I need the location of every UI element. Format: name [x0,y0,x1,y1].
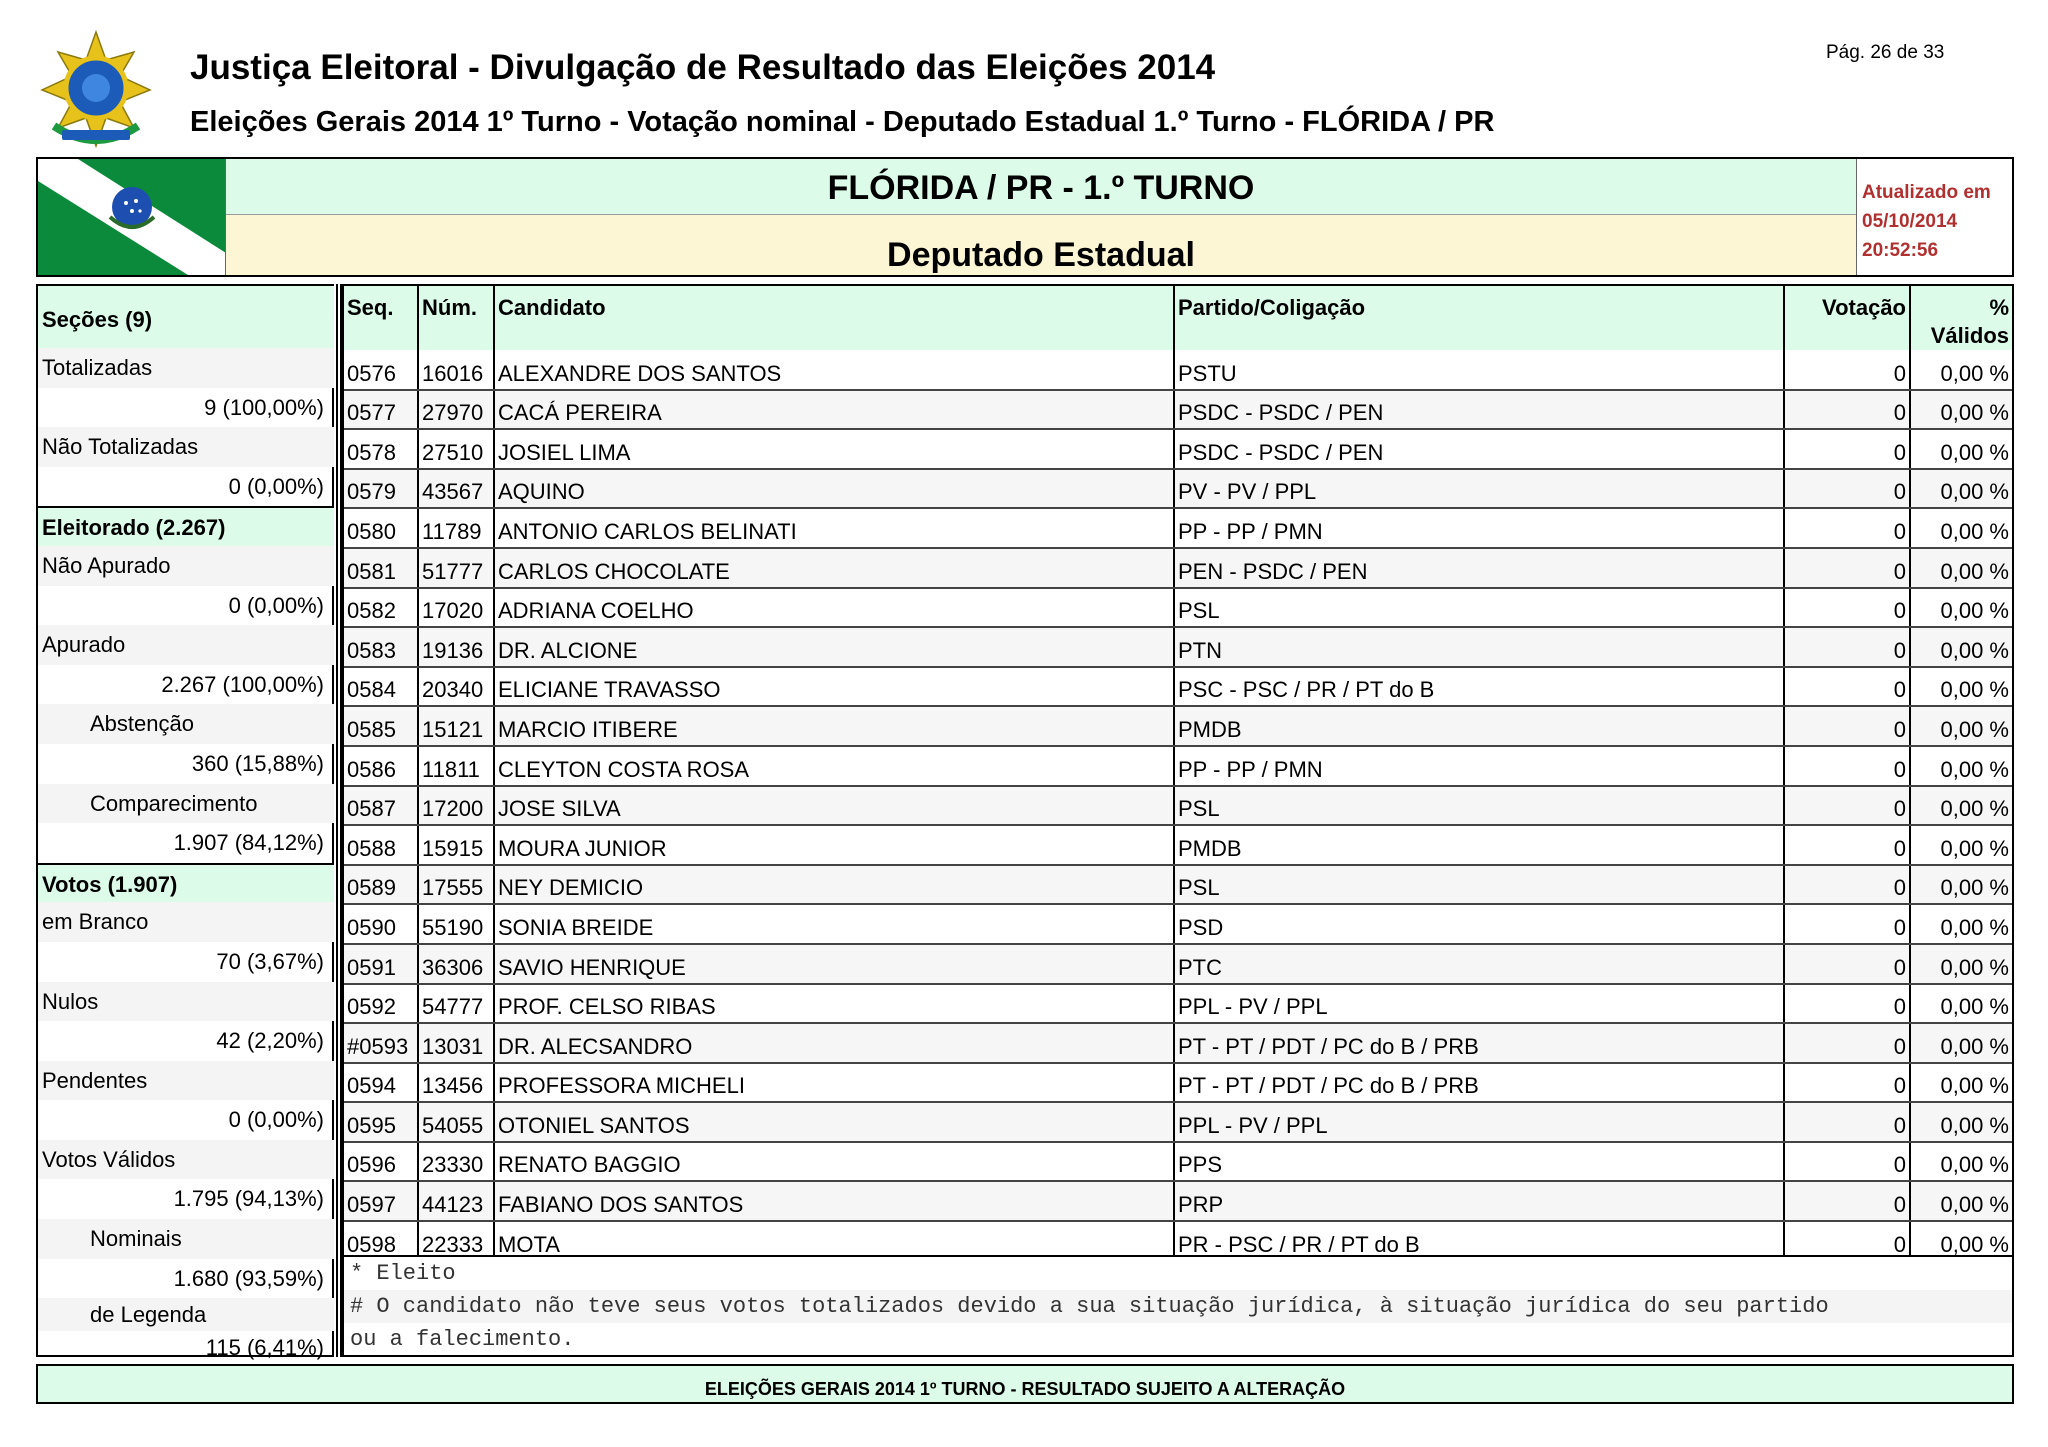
table-row [344,1142,2012,1182]
cell-num: 11789 [418,508,494,548]
nulos-label: Nulos [38,982,334,1022]
cell-party: PPL - PV / PPL [1174,984,1784,1024]
cell-votes: 0 [1784,627,1910,667]
totalizadas-value: 9 (100,00%) [204,394,324,420]
cell-num: 17200 [418,786,494,826]
secoes-heading: Seções (9) [38,286,334,348]
cell-votes: 0 [1784,1142,1910,1182]
cell-party: PT - PT / PDT / PC do B / PRB [1174,1063,1784,1103]
validos-value: 1.795 (94,13%) [173,1186,324,1212]
cell-num: 22333 [418,1221,494,1257]
cell-party: PP - PP / PMN [1174,746,1784,786]
cell-votes: 0 [1784,944,1910,984]
cell-pct: 0,00 % [1910,786,2012,826]
banner-divider [1856,159,1857,275]
apurado-value: 2.267 (100,00%) [161,671,324,697]
cell-party: PTC [1174,944,1784,984]
cell-pct: 0,00 % [1910,588,2012,628]
cell-seq: 0595 [344,1102,418,1142]
cell-votes: 0 [1784,984,1910,1024]
updated-timestamp [1862,178,1991,265]
table-row [344,865,2012,905]
col-votacao-header: Votação [1784,286,1910,350]
cell-pct: 0,00 % [1910,1221,2012,1257]
brazil-coat-of-arms-icon [34,30,158,150]
cell-num: 36306 [418,944,494,984]
cell-candidate: NEY DEMICIO [494,865,1174,905]
cell-votes: 0 [1784,1181,1910,1221]
nao-apurado-value: 0 (0,00%) [228,592,324,618]
cell-party: PSTU [1174,350,1784,390]
table-row [344,825,2012,865]
cell-seq: 0586 [344,746,418,786]
cell-pct: 0,00 % [1910,508,2012,548]
cell-num: 17555 [418,865,494,905]
cell-party: PMDB [1174,825,1784,865]
table-header-row [344,286,2012,350]
comparecimento-value: 1.907 (84,12%) [173,830,324,856]
cell-party: PV - PV / PPL [1174,469,1784,509]
cell-candidate: PROF. CELSO RIBAS [494,984,1174,1024]
cell-num: 11811 [418,746,494,786]
note-eleito: * Eleito [350,1261,456,1286]
summary-list [38,286,334,1364]
cell-num: 15121 [418,706,494,746]
cell-party: PSDC - PSDC / PEN [1174,429,1784,469]
cell-pct: 0,00 % [1910,825,2012,865]
cell-pct: 0,00 % [1910,390,2012,430]
cell-pct: 0,00 % [1910,1102,2012,1142]
cell-pct: 0,00 % [1910,865,2012,905]
cell-votes: 0 [1784,706,1910,746]
cell-pct: 0,00 % [1910,627,2012,667]
cell-votes: 0 [1784,469,1910,509]
cell-seq: 0580 [344,508,418,548]
col-partido-header: Partido/Coligação [1174,286,1784,350]
cell-votes: 0 [1784,786,1910,826]
cell-pct: 0,00 % [1910,904,2012,944]
table-row [344,1181,2012,1221]
nominais-value: 1.680 (93,59%) [173,1265,324,1291]
comparecimento-label: Comparecimento [38,784,334,824]
legenda-label: de Legenda [38,1298,334,1331]
cell-num: 15915 [418,825,494,865]
abstencao-label: Abstenção [38,704,334,744]
votos-heading: Votos (1.907) [38,863,334,903]
table-row [344,1023,2012,1063]
cell-votes: 0 [1784,508,1910,548]
table-row [344,984,2012,1024]
cell-votes: 0 [1784,1023,1910,1063]
cell-pct: 0,00 % [1910,944,2012,984]
nao-totalizadas-label: Não Totalizadas [38,427,334,467]
col-pct-header [1910,286,2012,350]
table-row [344,706,2012,746]
table-row [344,904,2012,944]
branco-label: em Branco [38,902,334,942]
table-row [344,548,2012,588]
cell-candidate: RENATO BAGGIO [494,1142,1174,1182]
cell-pct: 0,00 % [1910,706,2012,746]
cell-votes: 0 [1784,588,1910,628]
cell-candidate: DR. ALCIONE [494,627,1174,667]
cell-candidate: ANTONIO CARLOS BELINATI [494,508,1174,548]
cell-seq: 0594 [344,1063,418,1103]
table-row [344,1102,2012,1142]
table-row [344,786,2012,826]
cell-seq: 0579 [344,469,418,509]
cell-seq: 0584 [344,667,418,707]
cell-seq: 0598 [344,1221,418,1257]
nominais-label: Nominais [38,1219,334,1259]
cell-party: PSL [1174,865,1784,905]
cell-pct: 0,00 % [1910,667,2012,707]
table-row [344,627,2012,667]
cell-seq: 0597 [344,1181,418,1221]
cell-party: PR - PSC / PR / PT do B [1174,1221,1784,1257]
cell-party: PSL [1174,588,1784,628]
cell-candidate: SONIA BREIDE [494,904,1174,944]
page-number: Pág. 26 de 33 [1826,42,1945,63]
apurado-label: Apurado [38,625,334,665]
cell-pct: 0,00 % [1910,548,2012,588]
note-situacao-juridica-cont: ou a falecimento. [350,1327,575,1352]
table-row [344,350,2012,390]
table-row [344,667,2012,707]
cell-pct: 0,00 % [1910,746,2012,786]
totalizadas-label: Totalizadas [38,348,334,388]
cell-seq: 0577 [344,390,418,430]
cell-num: 17020 [418,588,494,628]
footer-disclaimer: ELEIÇÕES GERAIS 2014 1º TURNO - RESULTADO SUJEITO A ALTERAÇÃO [36,1364,2014,1404]
cell-candidate: MARCIO ITIBERE [494,706,1174,746]
cell-num: 13031 [418,1023,494,1063]
cell-num: 51777 [418,548,494,588]
cell-candidate: ADRIANA COELHO [494,588,1174,628]
cell-candidate: ALEXANDRE DOS SANTOS [494,350,1174,390]
cell-votes: 0 [1784,1221,1910,1257]
cell-seq: 0587 [344,786,418,826]
cell-pct: 0,00 % [1910,1142,2012,1182]
cell-candidate: JOSIEL LIMA [494,429,1174,469]
cell-votes: 0 [1784,548,1910,588]
cell-party: PPS [1174,1142,1784,1182]
cell-party: PT - PT / PDT / PC do B / PRB [1174,1023,1784,1063]
cell-candidate: JOSE SILVA [494,786,1174,826]
cell-num: 44123 [418,1181,494,1221]
cell-votes: 0 [1784,390,1910,430]
banner-office: Deputado Estadual [226,215,1856,275]
cell-seq: 0588 [344,825,418,865]
cell-party: PP - PP / PMN [1174,508,1784,548]
col-candidato-header: Candidato [494,286,1174,350]
cell-pct: 0,00 % [1910,469,2012,509]
col-pct-symbol: % [1989,295,2009,320]
col-pct-validos: Válidos [1930,323,2009,348]
cell-pct: 0,00 % [1910,1023,2012,1063]
candidates-table [344,286,2012,1257]
cell-num: 27510 [418,429,494,469]
updated-label: Atualizado em [1862,182,1991,203]
table-row [344,944,2012,984]
cell-party: PPL - PV / PPL [1174,1102,1784,1142]
cell-num: 23330 [418,1142,494,1182]
cell-pct: 0,00 % [1910,1181,2012,1221]
cell-num: 54055 [418,1102,494,1142]
candidates-table-body [344,350,2012,1257]
cell-seq: 0582 [344,588,418,628]
cell-seq: 0590 [344,904,418,944]
cell-party: PTN [1174,627,1784,667]
cell-seq: 0576 [344,350,418,390]
candidates-table-container [342,284,2014,1257]
cell-candidate: MOTA [494,1221,1174,1257]
cell-seq: 0583 [344,627,418,667]
cell-seq: 0589 [344,865,418,905]
cell-votes: 0 [1784,825,1910,865]
cell-candidate: SAVIO HENRIQUE [494,944,1174,984]
table-row [344,1221,2012,1257]
cell-num: 54777 [418,984,494,1024]
cell-party: PSDC - PSDC / PEN [1174,390,1784,430]
cell-seq: #0593 [344,1023,418,1063]
cell-pct: 0,00 % [1910,1063,2012,1103]
table-row [344,1063,2012,1103]
nulos-value: 42 (2,20%) [216,1028,324,1054]
cell-party: PRP [1174,1181,1784,1221]
eleitorado-heading: Eleitorado (2.267) [38,506,334,546]
cell-num: 19136 [418,627,494,667]
cell-num: 55190 [418,904,494,944]
cell-candidate: CLEYTON COSTA ROSA [494,746,1174,786]
cell-votes: 0 [1784,1102,1910,1142]
cell-candidate: PROFESSORA MICHELI [494,1063,1174,1103]
cell-pct: 0,00 % [1910,429,2012,469]
cell-num: 43567 [418,469,494,509]
cell-num: 20340 [418,667,494,707]
col-seq-header: Seq. [344,286,418,350]
cell-party: PSD [1174,904,1784,944]
banner-location: FLÓRIDA / PR - 1.º TURNO [226,159,1856,215]
cell-candidate: DR. ALECSANDRO [494,1023,1174,1063]
cell-candidate: FABIANO DOS SANTOS [494,1181,1174,1221]
cell-votes: 0 [1784,746,1910,786]
table-row [344,588,2012,628]
cell-seq: 0591 [344,944,418,984]
cell-votes: 0 [1784,904,1910,944]
branco-value: 70 (3,67%) [216,948,324,974]
nao-apurado-label: Não Apurado [38,546,334,586]
cell-candidate: ELICIANE TRAVASSO [494,667,1174,707]
table-row [344,508,2012,548]
cell-candidate: CACÁ PEREIRA [494,390,1174,430]
cell-seq: 0585 [344,706,418,746]
pendentes-value: 0 (0,00%) [228,1107,324,1133]
pendentes-label: Pendentes [38,1061,334,1101]
cell-candidate: CARLOS CHOCOLATE [494,548,1174,588]
cell-seq: 0578 [344,429,418,469]
abstencao-value: 360 (15,88%) [191,750,324,776]
updated-time: 20:52:56 [1862,240,1939,261]
cell-party: PSL [1174,786,1784,826]
validos-label: Votos Válidos [38,1140,334,1180]
note-situacao-juridica: # O candidato não teve seus votos totalizados devido a sua situação jurídica, à situação jurídica do seu partido [344,1290,2012,1323]
cell-num: 13456 [418,1063,494,1103]
cell-seq: 0592 [344,984,418,1024]
cell-votes: 0 [1784,1063,1910,1103]
cell-seq: 0596 [344,1142,418,1182]
cell-candidate: AQUINO [494,469,1174,509]
page-subtitle: Eleições Gerais 2014 1º Turno - Votação nominal - Deputado Estadual 1.º Turno - FLÓRIDA / PR [190,106,1495,138]
cell-pct: 0,00 % [1910,350,2012,390]
table-row [344,746,2012,786]
cell-votes: 0 [1784,667,1910,707]
table-row [344,390,2012,430]
cell-votes: 0 [1784,429,1910,469]
cell-party: PEN - PSDC / PEN [1174,548,1784,588]
cell-pct: 0,00 % [1910,984,2012,1024]
cell-num: 27970 [418,390,494,430]
cell-seq: 0581 [344,548,418,588]
cell-party: PMDB [1174,706,1784,746]
cell-num: 16016 [418,350,494,390]
col-num-header: Núm. [418,286,494,350]
cell-votes: 0 [1784,350,1910,390]
cell-votes: 0 [1784,865,1910,905]
legenda-value: 115 (6,41%) [205,1335,324,1361]
parana-flag-icon [38,159,226,275]
updated-date: 05/10/2014 [1862,211,1958,232]
nao-totalizadas-value: 0 (0,00%) [228,473,324,499]
cell-candidate: MOURA JUNIOR [494,825,1174,865]
page-title: Justiça Eleitoral - Divulgação de Resultado das Eleições 2014 [190,48,1216,87]
table-row [344,429,2012,469]
cell-candidate: OTONIEL SANTOS [494,1102,1174,1142]
legend-notes [342,1257,2014,1357]
cell-party: PSC - PSC / PR / PT do B [1174,667,1784,707]
table-row [344,469,2012,509]
